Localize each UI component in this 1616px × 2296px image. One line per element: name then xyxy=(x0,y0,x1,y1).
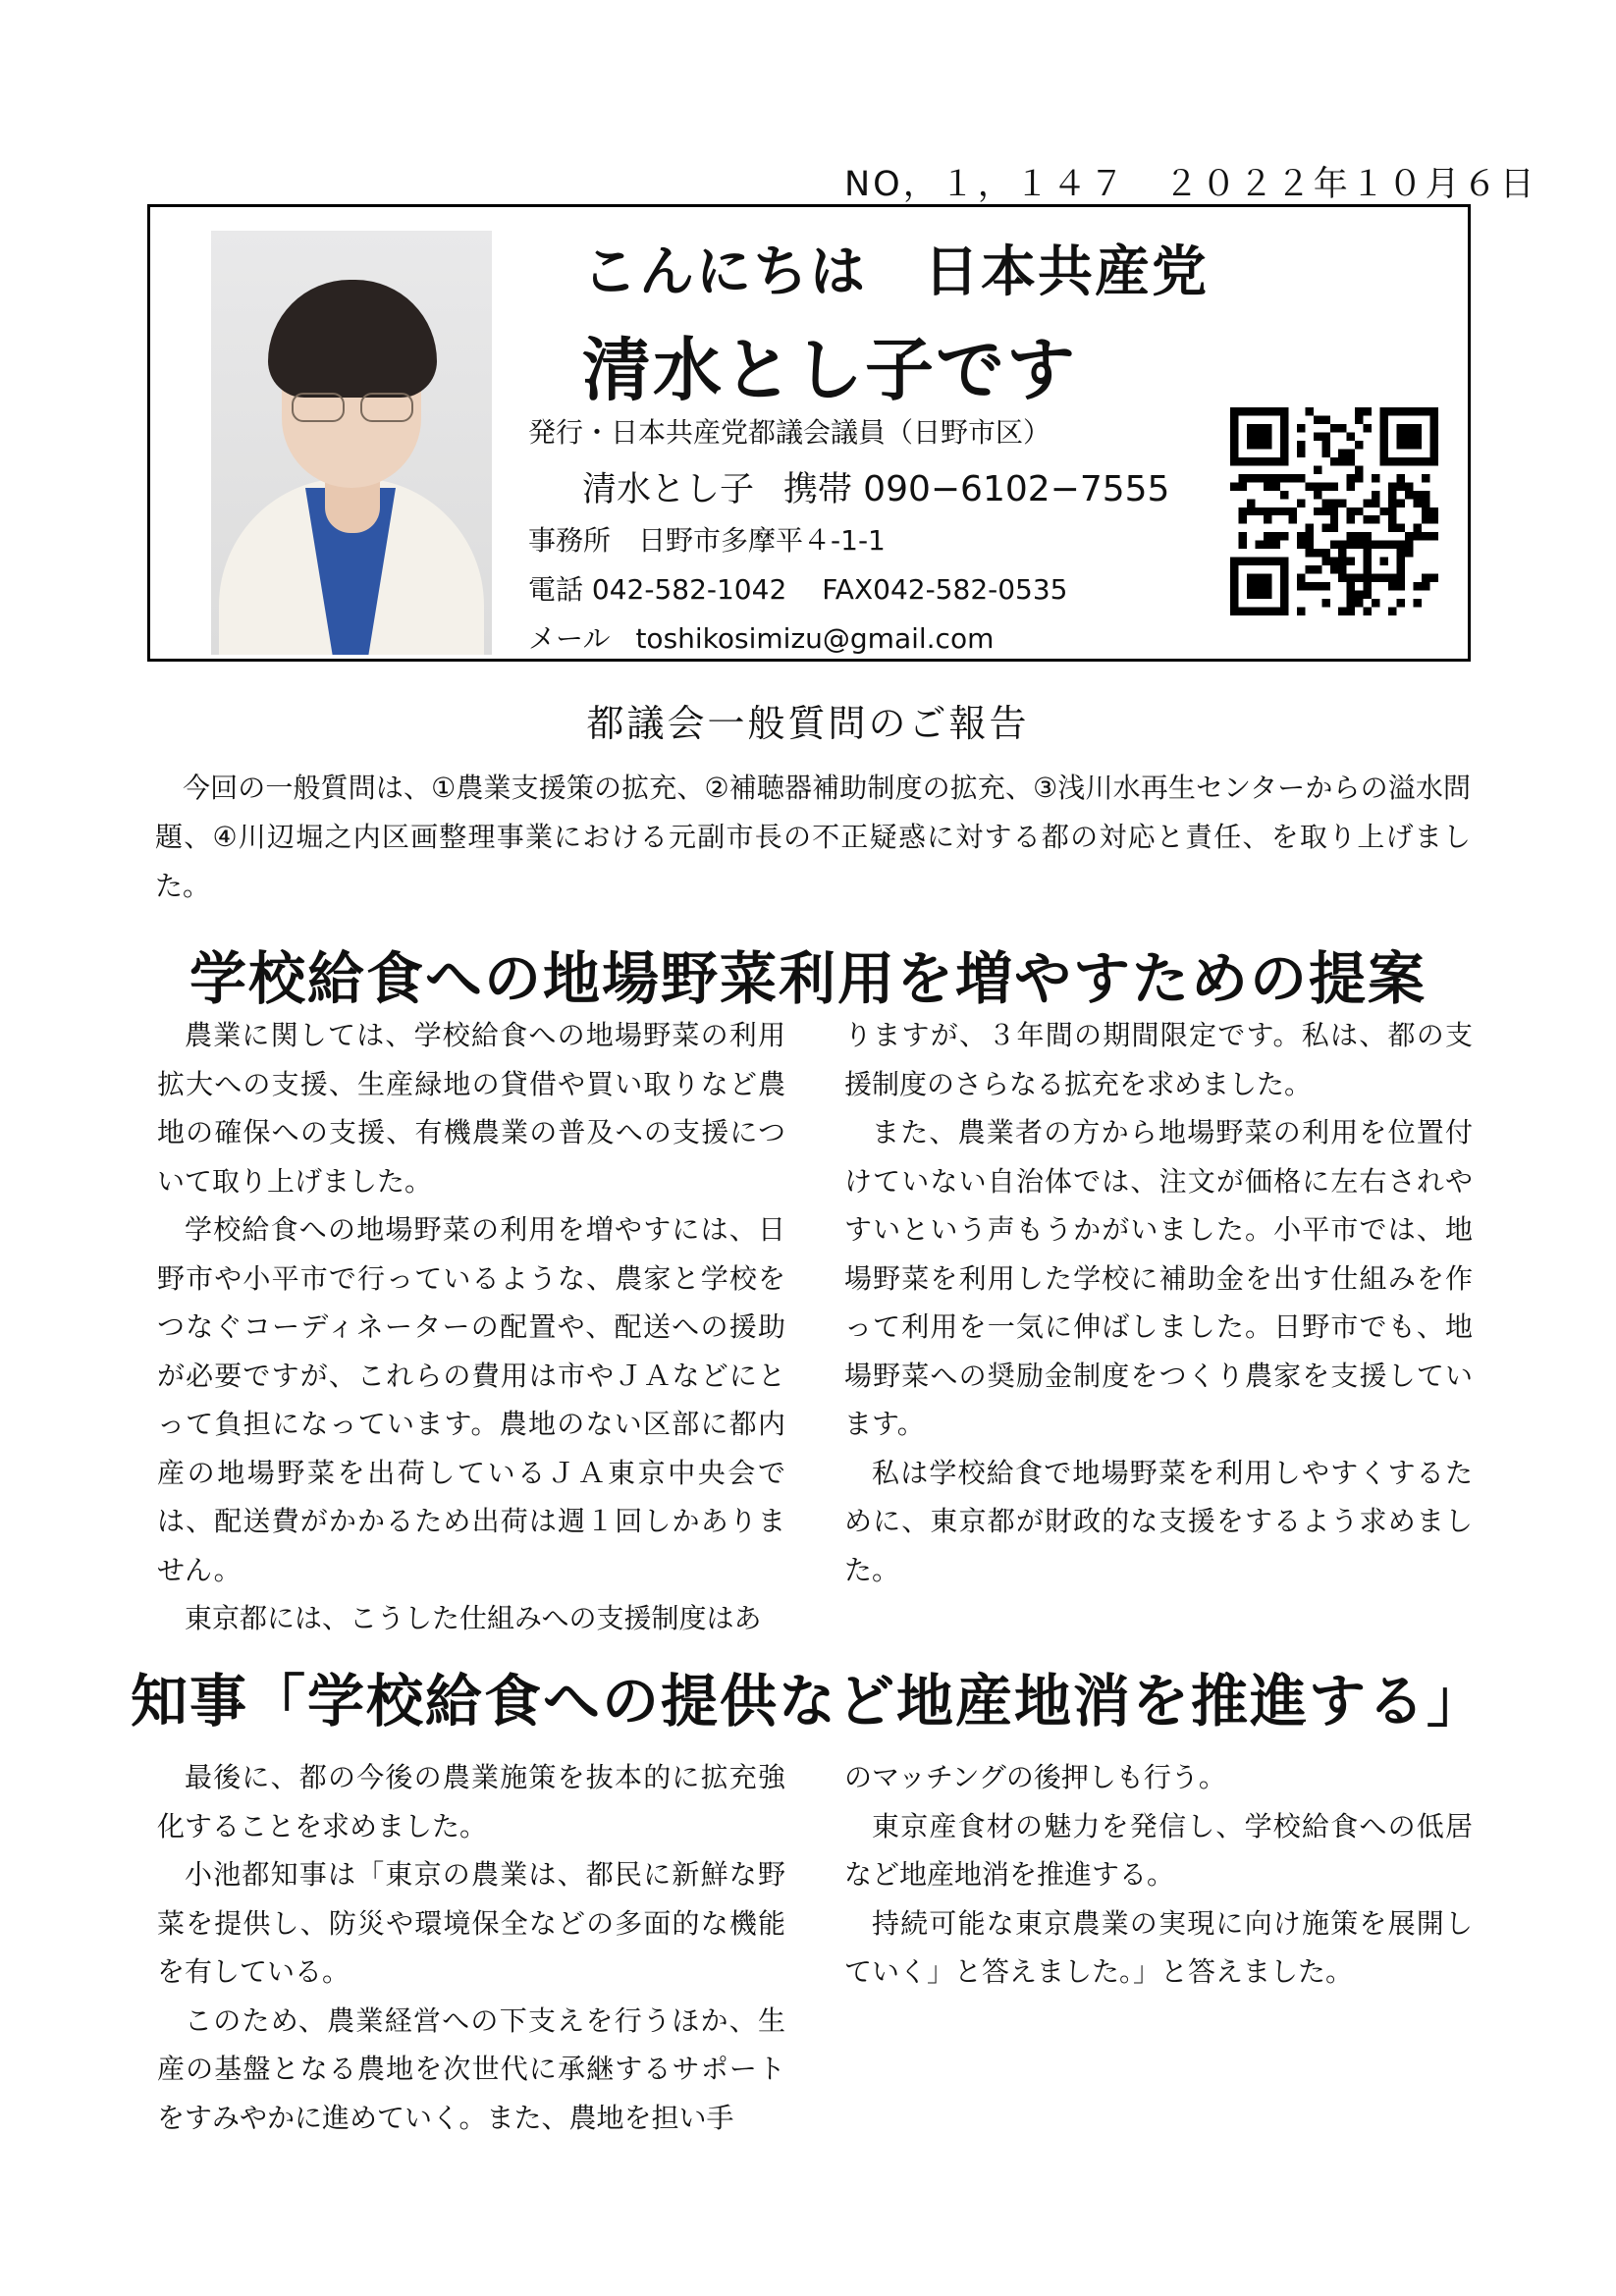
section2-heading: 知事「学校給食への提供など地産地消を推進する」 xyxy=(130,1668,1485,1735)
masthead-box xyxy=(147,204,1471,662)
report-heading: 都議会一般質問のご報告 xyxy=(586,702,1030,745)
paragraph: りますが、３年間の期間限定です。私は、都の支援制度のさらなる拡充を求めました。 xyxy=(844,1019,1473,1100)
fax-number: FAX042-582-0535 xyxy=(822,573,1068,606)
paragraph: 持続可能な東京農業の実現に向け施策を展開していく」と答えました。」と答えました。 xyxy=(844,1906,1473,1988)
paragraph: このため、農業経営への下支えを行うほか、生産の基盤となる農地を次世代に承継するサポートをすみやかに進めていく。また、農地を担い手 xyxy=(157,2003,785,2134)
office-label: 事務所 xyxy=(528,524,612,557)
mobile-label: 携帯 xyxy=(783,470,853,509)
mobile-line xyxy=(582,462,1169,511)
issue-date: ２０２２年１０月６日 xyxy=(1163,165,1537,204)
publisher-line: 発行・日本共産党都議会議員（日野市区） xyxy=(528,416,1051,449)
section1-right-column xyxy=(844,1011,1473,1594)
intro-paragraph: 今回の一般質問は、①農業支援策の拡充、②補聴器補助制度の拡充、③浅川水再生センターからの溢水問題、④川辺堀之内区画整理事業における元副市長の不正疑惑に対する都の対応と責任、を取り上げました。 xyxy=(155,772,1471,902)
section1-left-column xyxy=(157,1011,785,1643)
mobile-number: 090−6102−7555 xyxy=(863,469,1170,509)
tel-number: 電話 042-582-1042 xyxy=(528,573,787,606)
paragraph: 学校給食への地場野菜の利用を増やすには、日野市や小平市で行っているような、農家と学校をつなぐコーディネーターの配置や、配送への援助が必要ですが、これらの費用は市やＪＡなどにとって負担になっています。農地のない区部に都内産の地場野菜を出荷しているＪＡ東京中央会では、配送費がかかるため出荷は週１回しかありません。 xyxy=(157,1213,785,1586)
paragraph: 私は学校給食で地場野菜を利用しやすくするために、東京都が財政的な支援をするよう求めました。 xyxy=(844,1456,1473,1586)
paragraph: 東京都には、こうした仕組みへの支援制度はあ xyxy=(185,1602,762,1634)
office-line xyxy=(528,519,886,559)
mail-line xyxy=(528,617,994,657)
office-address: 日野市多摩平４-1-1 xyxy=(638,524,886,557)
paragraph: また、農業者の方から地場野菜の利用を位置付けていない自治体では、注文が価格に左右されやすいという声もうかがいました。小平市では、地場野菜を利用した学校に補助金を出す仕組みを作って利用を一気に伸ばしました。日野市でも、地場野菜への奨励金制度をつくり農家を支援しています。 xyxy=(844,1116,1473,1440)
paragraph: 農業に関しては、学校給食への地場野菜の利用拡大への支援、生産緑地の貸借や買い取りなど農地の確保への支援、有機農業の普及への支援について取り上げました。 xyxy=(157,1019,785,1198)
masthead-title-line1: こんにちは 日本共産党 xyxy=(582,240,1209,304)
section2-left-column xyxy=(157,1753,785,2142)
issue-line xyxy=(844,157,1537,206)
author-name: 清水とし子 xyxy=(582,470,755,509)
section1-heading: 学校給食への地場野菜利用を増やすための提案 xyxy=(189,945,1427,1012)
tel-fax-line xyxy=(528,568,1068,608)
masthead-title-line2: 清水とし子です xyxy=(582,330,1077,410)
issue-number: NO，１，１４７ xyxy=(844,165,1127,204)
qr-code-icon xyxy=(1230,407,1438,615)
email-address: toshikosimizu@gmail.com xyxy=(635,622,995,655)
section2-right-column xyxy=(844,1753,1473,1997)
paragraph: 小池都知事は「東京の農業は、都民に新鮮な野菜を提供し、防災や環境保全などの多面的な機能を有している。 xyxy=(157,1858,785,1988)
portrait-photo xyxy=(211,231,492,655)
paragraph: 最後に、都の今後の農業施策を抜本的に拡充強化することを求めました。 xyxy=(157,1761,785,1842)
mail-label: メール xyxy=(528,622,611,655)
paragraph: のマッチングの後押しも行う。 xyxy=(844,1761,1226,1793)
paragraph: 東京産食材の魅力を発信し、学校給食への低居など地産地消を推進する。 xyxy=(844,1809,1473,1891)
